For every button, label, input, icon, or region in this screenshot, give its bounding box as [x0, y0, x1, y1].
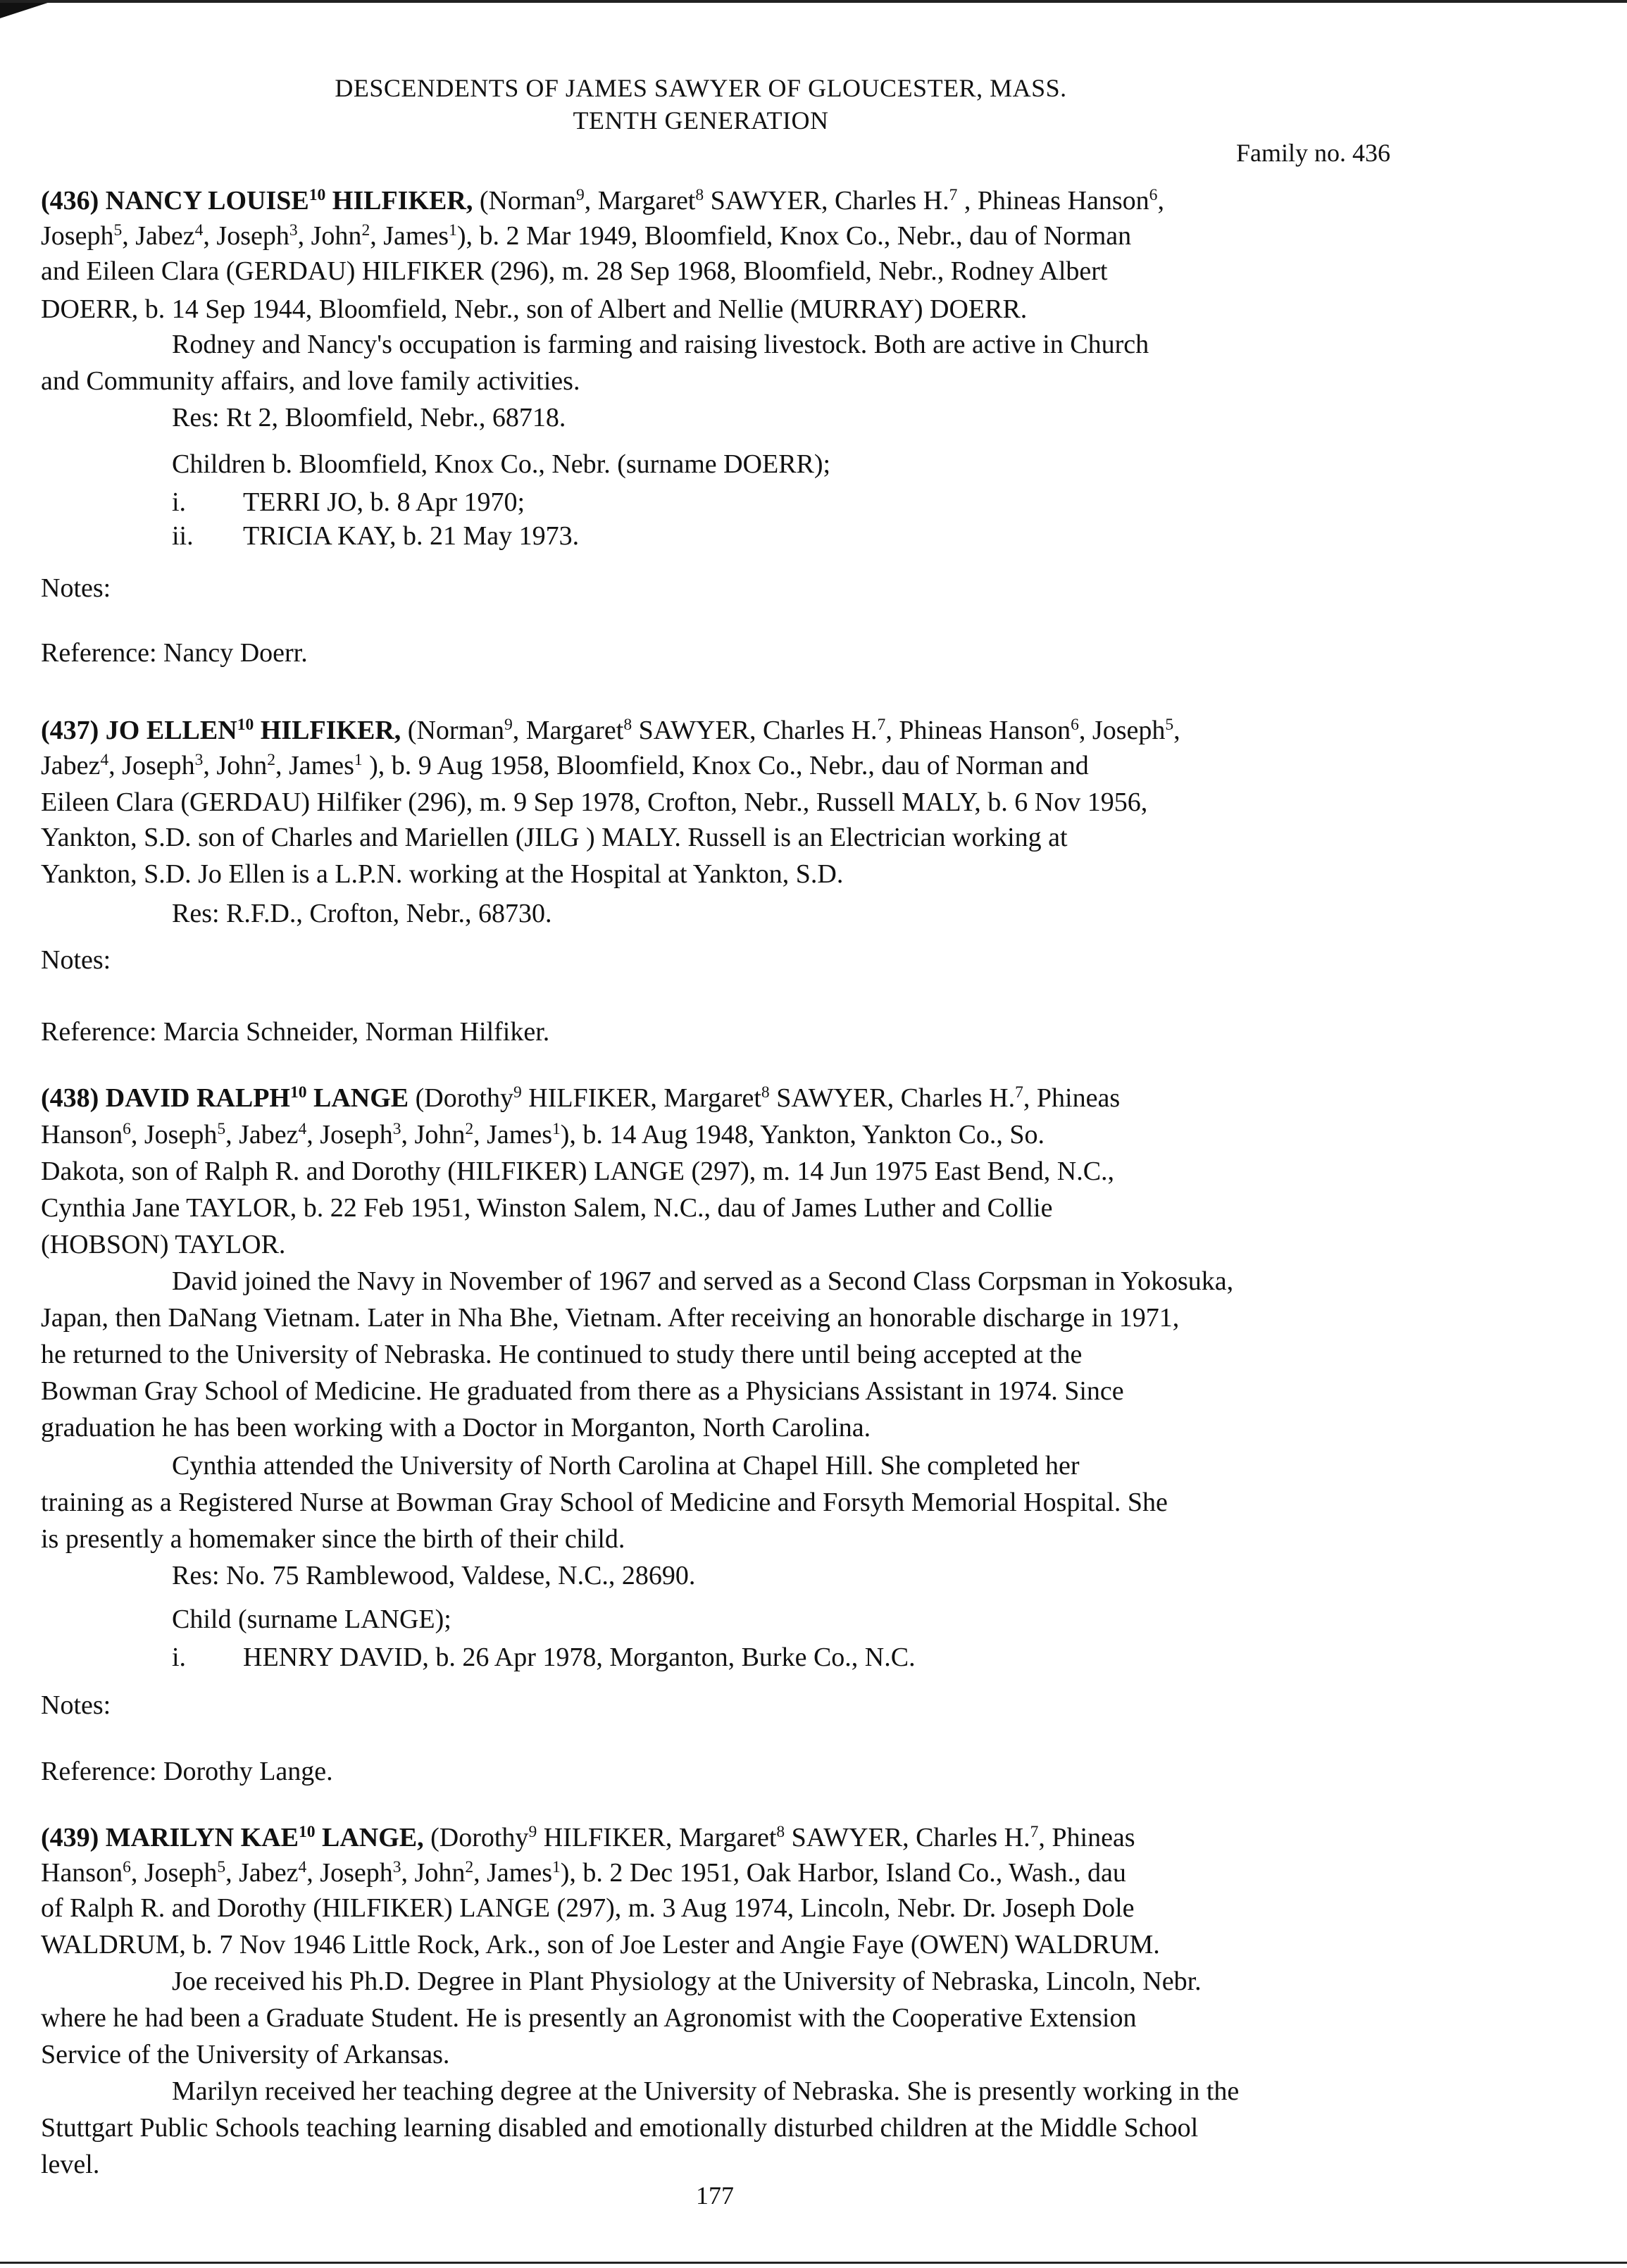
entry-436-residence: Res: Rt 2, Bloomfield, Nebr., 68718. — [172, 403, 566, 432]
entry-437-name: (437) JO ELLEN — [41, 716, 237, 745]
entry-439-paragraph-cont: where he had been a Graduate Student. He is presently an Agronomist with the Cooperative Extension — [41, 2003, 1137, 2033]
text-run: SAWYER, Charles H. — [632, 716, 878, 745]
text-run: HILFIKER, — [325, 186, 473, 216]
entry-438-line-2 — [41, 1121, 1045, 1148]
entry-437-line-3: Eileen Clara (GERDAU) Hilfiker (296), m. 9 Sep 1978, Crofton, Nebr., Russell MALY, b. 6 Nov 1956, — [41, 787, 1148, 817]
text-run: Hanson — [41, 1858, 123, 1888]
entry-439-line-4: WALDRUM, b. 7 Nov 1946 Little Rock, Ark., son of Joe Lester and Angie Faye (OWEN) WALDRUM. — [41, 1930, 1160, 1959]
entry-436-child-roman: ii. — [172, 521, 194, 551]
text-run: (Dorothy — [423, 1823, 529, 1852]
generation-superscript: 10 — [308, 186, 326, 205]
generation-superscript: 3 — [289, 221, 298, 240]
text-run: HILFIKER, Margaret — [521, 1083, 761, 1113]
entry-439-line-3: of Ralph R. and Dorothy (HILFIKER) LANGE (297), m. 3 Aug 1974, Lincoln, Nebr. Dr. Joseph Dole — [41, 1893, 1135, 1923]
text-run: HILFIKER, — [254, 716, 401, 745]
entry-438-line-4: Cynthia Jane TAYLOR, b. 22 Feb 1951, Winston Salem, N.C., dau of James Luther and Collie — [41, 1193, 1053, 1223]
generation-superscript: 7 — [1030, 1823, 1039, 1842]
generation-superscript: 1 — [449, 221, 457, 240]
document-subtitle: TENTH GENERATION — [573, 106, 829, 135]
text-run: , James — [473, 1858, 552, 1888]
generation-superscript: 3 — [392, 1858, 401, 1877]
text-run: ), b. 14 Aug 1948, Yankton, Yankton Co., So. — [560, 1120, 1045, 1149]
text-run: , John — [297, 221, 362, 251]
generation-superscript: 2 — [465, 1120, 474, 1139]
entry-438-children-intro: Child (surname LANGE); — [172, 1605, 451, 1634]
generation-superscript: 2 — [267, 751, 275, 770]
text-run: , Joseph — [108, 751, 195, 780]
entry-436-child: TRICIA KAY, b. 21 May 1973. — [243, 521, 580, 551]
text-run: , Joseph — [1078, 716, 1166, 745]
generation-superscript: 4 — [298, 1858, 307, 1877]
entry-438-paragraph-cont: Bowman Gray School of Medicine. He graduated from there as a Physicians Assistant in 1974. Since — [41, 1376, 1124, 1406]
document-title: DESCENDENTS OF JAMES SAWYER OF GLOUCESTER, MASS. — [335, 74, 1067, 102]
generation-superscript: 6 — [123, 1120, 131, 1139]
entry-439-paragraph-cont: Service of the University of Arkansas. — [41, 2040, 450, 2069]
entry-437-notes: Notes: — [41, 945, 111, 975]
text-run: HILFIKER, Margaret — [537, 1823, 777, 1852]
text-run: , James — [275, 751, 354, 780]
generation-superscript: 8 — [776, 1823, 785, 1842]
entry-439-line-1 — [41, 1824, 1135, 1851]
text-run: Jabez — [41, 751, 101, 780]
text-run: , John — [401, 1858, 466, 1888]
generation-superscript: 3 — [392, 1120, 401, 1139]
text-run: , Phineas — [1023, 1083, 1121, 1113]
text-run: LANGE — [306, 1083, 409, 1113]
text-run: , Jabez — [225, 1858, 299, 1888]
text-run: (Norman — [473, 186, 577, 216]
generation-superscript: 4 — [298, 1120, 307, 1139]
entry-439-name: (439) MARILYN KAE — [41, 1823, 299, 1852]
text-run: , James — [473, 1120, 552, 1149]
entry-438-notes: Notes: — [41, 1690, 111, 1720]
text-run: , Phineas Hanson — [885, 716, 1071, 745]
generation-superscript: 7 — [877, 716, 886, 735]
text-run: , John — [401, 1120, 466, 1149]
entry-437-reference: Reference: Marcia Schneider, Norman Hilfiker. — [41, 1017, 550, 1047]
entry-439-paragraph-2: Marilyn received her teaching degree at the University of Nebraska. She is presently working in the — [172, 2076, 1240, 2106]
text-run: SAWYER, Charles H. — [704, 186, 949, 216]
generation-superscript: 9 — [504, 716, 513, 735]
page-bottom-edge — [0, 2262, 1627, 2264]
entry-436-line-2 — [41, 223, 1131, 249]
text-run: , Jabez — [122, 221, 195, 251]
text-run: , Joseph — [203, 221, 289, 251]
text-run: , Jabez — [225, 1120, 299, 1149]
entry-437-line-2 — [41, 752, 1089, 779]
text-run: Hanson — [41, 1120, 123, 1149]
generation-superscript: 9 — [513, 1083, 522, 1102]
generation-superscript: 7 — [1015, 1083, 1023, 1102]
text-run: , — [1157, 186, 1164, 216]
entry-436-paragraph: Rodney and Nancy's occupation is farming and raising livestock. Both are active in Church — [172, 330, 1149, 359]
entry-436-line-4: DOERR, b. 14 Sep 1944, Bloomfield, Nebr., son of Albert and Nellie (MURRAY) DOERR. — [41, 294, 1028, 324]
text-run: LANGE, — [315, 1823, 424, 1852]
generation-superscript: 1 — [551, 1858, 561, 1877]
generation-superscript: 10 — [237, 716, 254, 735]
text-run: , Joseph — [306, 1858, 393, 1888]
entry-438-paragraph-2-cont: is presently a homemaker since the birth of their child. — [41, 1524, 625, 1554]
entry-438-name: (438) DAVID RALPH — [41, 1083, 290, 1113]
entry-437-line-1 — [41, 717, 1180, 744]
entry-439-paragraph-2-cont: Stuttgart Public Schools teaching learning disabled and emotionally disturbed children at the Middle School — [41, 2113, 1199, 2143]
entry-436-notes: Notes: — [41, 573, 111, 603]
text-run: ), b. 2 Dec 1951, Oak Harbor, Island Co., Wash., dau — [560, 1858, 1126, 1888]
entry-438-reference: Reference: Dorothy Lange. — [41, 1757, 333, 1786]
entry-436-name: (436) NANCY LOUISE — [41, 186, 309, 216]
text-run: , Margaret — [512, 716, 624, 745]
generation-superscript: 8 — [695, 186, 704, 205]
text-run: ), b. 2 Mar 1949, Bloomfield, Knox Co., Nebr., dau of Norman — [456, 221, 1132, 251]
text-run: Joseph — [41, 221, 114, 251]
generation-superscript: 1 — [551, 1120, 561, 1139]
entry-436-child: TERRI JO, b. 8 Apr 1970; — [243, 487, 525, 517]
entry-437-line-4: Yankton, S.D. son of Charles and Mariellen (JILG ) MALY. Russell is an Electrician working at — [41, 823, 1068, 852]
text-run: , — [1173, 716, 1180, 745]
generation-superscript: 6 — [1071, 716, 1079, 735]
generation-superscript: 3 — [194, 751, 204, 770]
generation-superscript: 2 — [361, 221, 370, 240]
generation-superscript: 9 — [528, 1823, 537, 1842]
text-run: , Phineas Hanson — [957, 186, 1149, 216]
generation-superscript: 10 — [298, 1823, 316, 1842]
page-number: 177 — [696, 2181, 734, 2210]
generation-superscript: 4 — [194, 221, 204, 240]
entry-436-reference: Reference: Nancy Doerr. — [41, 638, 308, 668]
entry-436-line-1 — [41, 187, 1164, 214]
entry-439-line-2 — [41, 1859, 1126, 1886]
generation-superscript: 6 — [1149, 186, 1158, 205]
entry-436-children-intro: Children b. Bloomfield, Knox Co., Nebr. (surname DOERR); — [172, 449, 831, 479]
entry-438-paragraph: David joined the Navy in November of 1967 and served as a Second Class Corpsman in Yokosuka, — [172, 1266, 1234, 1296]
text-run: , Phineas — [1038, 1823, 1135, 1852]
entry-438-child-roman: i. — [172, 1643, 187, 1672]
entry-438-residence: Res: No. 75 Ramblewood, Valdese, N.C., 28690. — [172, 1561, 696, 1590]
generation-superscript: 8 — [623, 716, 632, 735]
entry-438-paragraph-cont: graduation he has been working with a Doctor in Morganton, North Carolina. — [41, 1413, 871, 1443]
generation-superscript: 2 — [465, 1858, 474, 1877]
generation-superscript: 10 — [289, 1083, 307, 1102]
text-run: SAWYER, Charles H. — [769, 1083, 1016, 1113]
entry-438-line-5: (HOBSON) TAYLOR. — [41, 1230, 286, 1259]
generation-superscript: 7 — [949, 186, 958, 205]
text-run: , John — [203, 751, 268, 780]
generation-superscript: 1 — [354, 751, 363, 770]
text-run: , Joseph — [130, 1858, 218, 1888]
generation-superscript: 9 — [576, 186, 585, 205]
entry-439-paragraph-2-cont: level. — [41, 2150, 100, 2179]
text-run: ), b. 9 Aug 1958, Bloomfield, Knox Co., Nebr., dau of Norman and — [362, 751, 1089, 780]
entry-438-paragraph-2: Cynthia attended the University of North Carolina at Chapel Hill. She completed her — [172, 1451, 1080, 1481]
text-run: , Joseph — [130, 1120, 218, 1149]
generation-superscript: 6 — [123, 1858, 131, 1877]
text-run: , Margaret — [584, 186, 696, 216]
text-run: (Norman — [401, 716, 504, 745]
entry-438-paragraph-cont: he returned to the University of Nebraska. He continued to study there until being accepted at the — [41, 1340, 1083, 1369]
entry-438-paragraph-cont: Japan, then DaNang Vietnam. Later in Nha Bhe, Vietnam. After receiving an honorable discharge in 1971, — [41, 1303, 1180, 1333]
entry-437-residence: Res: R.F.D., Crofton, Nebr., 68730. — [172, 899, 552, 928]
text-run: SAWYER, Charles H. — [785, 1823, 1030, 1852]
entry-436-paragraph-cont: and Community affairs, and love family activities. — [41, 366, 580, 396]
generation-superscript: 5 — [217, 1858, 226, 1877]
entry-436-child-roman: i. — [172, 487, 187, 517]
entry-438-paragraph-2-cont: training as a Registered Nurse at Bowman Gray School of Medicine and Forsyth Memorial Hospital. She — [41, 1488, 1168, 1517]
generation-superscript: 8 — [761, 1083, 770, 1102]
text-run: , James — [370, 221, 449, 251]
generation-superscript: 5 — [113, 221, 123, 240]
text-run: , Joseph — [306, 1120, 393, 1149]
entry-438-line-1 — [41, 1085, 1120, 1111]
entry-439-paragraph: Joe received his Ph.D. Degree in Plant Physiology at the University of Nebraska, Lincoln, Nebr. — [172, 1967, 1202, 1996]
entry-438-child: HENRY DAVID, b. 26 Apr 1978, Morganton, Burke Co., N.C. — [243, 1643, 916, 1672]
generation-superscript: 5 — [217, 1120, 226, 1139]
generation-superscript: 4 — [100, 751, 109, 770]
entry-436-line-3: and Eileen Clara (GERDAU) HILFIKER (296), m. 28 Sep 1968, Bloomfield, Nebr., Rodney Albert — [41, 256, 1108, 286]
page-top-edge — [0, 0, 1627, 3]
generation-superscript: 5 — [1165, 716, 1174, 735]
text-run: (Dorothy — [409, 1083, 513, 1113]
family-number: Family no. 436 — [1236, 139, 1391, 167]
entry-437-line-5: Yankton, S.D. Jo Ellen is a L.P.N. working at the Hospital at Yankton, S.D. — [41, 859, 844, 889]
entry-438-line-3: Dakota, son of Ralph R. and Dorothy (HILFIKER) LANGE (297), m. 14 Jun 1975 East Bend, N.C., — [41, 1157, 1115, 1186]
